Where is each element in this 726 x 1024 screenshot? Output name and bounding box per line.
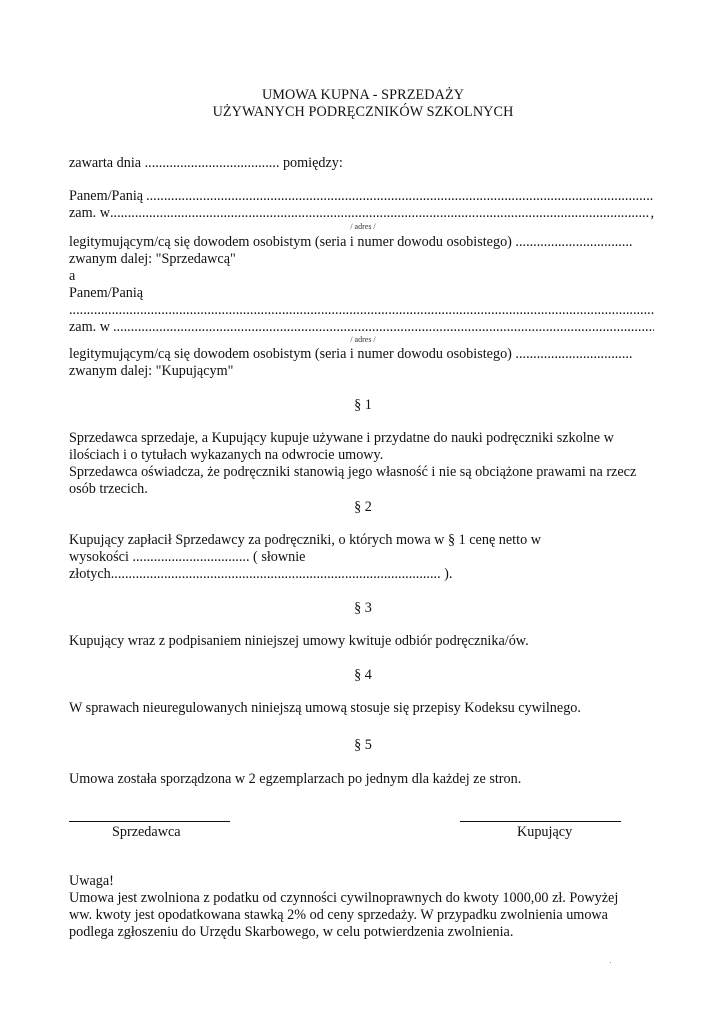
buyer-address-dots bbox=[113, 319, 654, 336]
buyer-name-dots-line bbox=[69, 302, 654, 319]
seller-name-label: Panem/Panią bbox=[69, 188, 144, 204]
buyer-name-dots bbox=[69, 302, 654, 319]
section-4-heading: § 4 bbox=[354, 667, 372, 683]
seller-address-line bbox=[69, 205, 654, 222]
seller-name-dots bbox=[146, 188, 654, 205]
section-2-heading: § 2 bbox=[354, 499, 372, 515]
concluded-line bbox=[69, 155, 654, 172]
note-line-2: ww. kwoty jest opodatkowana stawką 2% od ceny sprzedaży. W przypadku zwolnienia umowa bbox=[69, 907, 608, 923]
seller-signature-line bbox=[69, 821, 230, 822]
section-2-line-1: Kupujący zapłacił Sprzedawcy za podręczniki, o których mowa w § 1 cenę netto w bbox=[69, 532, 541, 548]
buyer-address-line bbox=[69, 319, 654, 336]
document-title-line-1: UMOWA KUPNA - SPRZEDAŻY bbox=[261, 87, 465, 103]
section-4-line-1: W sprawach nieuregulowanych niniejszą umową stosuje się przepisy Kodeksu cywilnego. bbox=[69, 700, 581, 716]
seller-role-line: zwanym dalej: "Sprzedawcą" bbox=[69, 251, 236, 267]
seller-address-caption: / adres / bbox=[350, 222, 376, 231]
concluded-date-field: zawarta dnia ...................................... bbox=[69, 155, 280, 171]
section-1-line-2: ilościach i o tytułach wykazanych na odwrocie umowy. bbox=[69, 447, 384, 463]
buyer-signature-label: Kupujący bbox=[517, 824, 573, 840]
seller-id-line: legitymującym/cą się dowodem osobistym (seria i numer dowodu osobistego) ................................. bbox=[69, 234, 633, 250]
section-1-heading: § 1 bbox=[354, 397, 372, 413]
seller-address-label: zam. w bbox=[69, 205, 110, 221]
buyer-role-line: zwanym dalej: "Kupującym" bbox=[69, 363, 234, 379]
seller-name-line bbox=[69, 188, 654, 205]
note-line-1: Umowa jest zwolniona z podatku od czynności cywilnoprawnych do kwoty 1000,00 zł. Powyżej bbox=[69, 890, 619, 906]
buyer-name-label: Panem/Panią bbox=[69, 285, 144, 301]
seller-address-end: , bbox=[650, 205, 654, 221]
buyer-address-label: zam. w bbox=[69, 319, 110, 335]
seller-address-dots bbox=[110, 205, 650, 222]
section-5-line-1: Umowa została sporządzona w 2 egzemplarzach po jednym dla każdej ze stron. bbox=[69, 771, 522, 787]
section-3-heading: § 3 bbox=[354, 600, 372, 616]
note-line-3: podlega zgłoszeniu do Urzędu Skarbowego, w celu potwierdzenia zwolnienia. bbox=[69, 924, 514, 940]
buyer-signature-line bbox=[460, 821, 621, 822]
document-title-line-2: UŻYWANYCH PODRĘCZNIKÓW SZKOLNYCH bbox=[212, 104, 514, 120]
section-1-line-3: Sprzedawca oświadcza, że podręczniki stanowią jego własność i nie są obciążone prawami na rzecz bbox=[69, 464, 637, 480]
note-heading: Uwaga! bbox=[69, 873, 114, 889]
section-1-line-1: Sprzedawca sprzedaje, a Kupujący kupuje używane i przydatne do nauki podręczniki szkolne w bbox=[69, 430, 614, 446]
between-label: pomiędzy: bbox=[282, 155, 343, 171]
buyer-address-caption: / adres / bbox=[350, 335, 376, 344]
section-5-heading: § 5 bbox=[354, 737, 372, 753]
section-2-line-3: złotych............................................................................................. ). bbox=[69, 566, 453, 582]
section-3-line-1: Kupujący wraz z podpisaniem niniejszej umowy kwituje odbiór podręcznika/ów. bbox=[69, 633, 529, 649]
buyer-id-line: legitymującym/cą się dowodem osobistym (seria i numer dowodu osobistego) ................................. bbox=[69, 346, 633, 362]
section-2-line-2: wysokości ................................. ( słownie bbox=[69, 549, 306, 565]
seller-signature-label: Sprzedawca bbox=[112, 824, 181, 840]
section-1-line-4: osób trzecich. bbox=[69, 481, 148, 497]
corner-mark bbox=[610, 962, 611, 963]
conjunction-a: a bbox=[69, 268, 76, 284]
